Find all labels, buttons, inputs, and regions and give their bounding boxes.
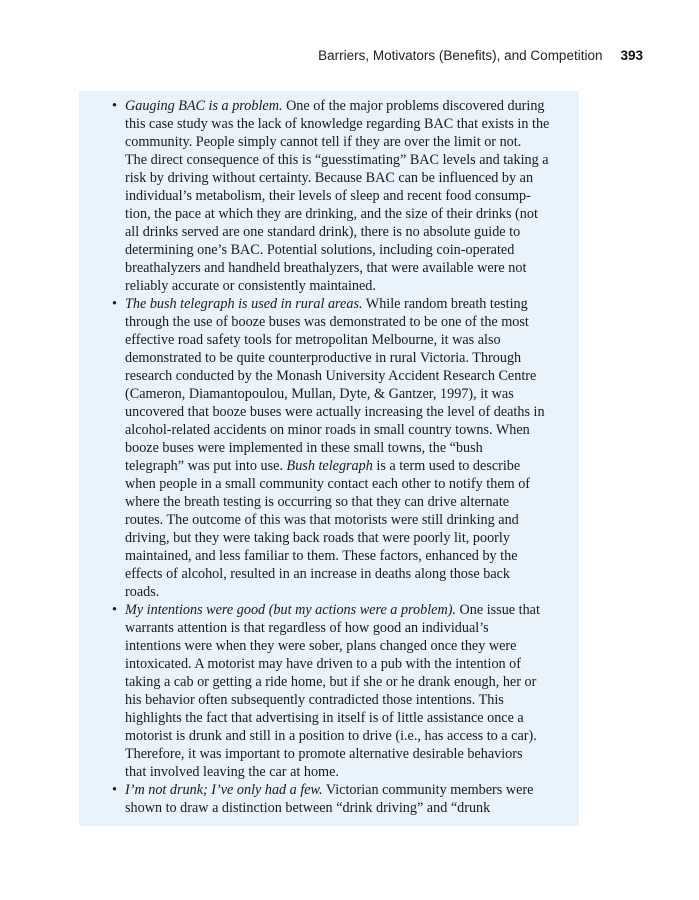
bullet-line: community. People simply cannot tell if they are over the limit or not. — [125, 134, 522, 150]
bullet-line: research conducted by the Monash University Accident Research Centre — [125, 368, 537, 384]
bullet-line: Therefore, it was important to promote alternative desirable behaviors — [125, 746, 523, 762]
bullet-line: warrants attention is that regardless of how good an individual’s — [125, 620, 489, 636]
bullet-line: risk by driving without certainty. Because BAC can be influenced by an — [125, 170, 534, 186]
bullet-line: where the breath testing is occurring so that they can drive alternate — [125, 494, 510, 510]
bullet-line: driving, but they were taking back roads that were poorly lit, poorly — [125, 530, 510, 546]
bullet-line: through the use of booze buses was demonstrated to be one of the most — [125, 314, 529, 330]
bullet-item-intentions — [112, 601, 572, 781]
bullet-line: taking a cab or getting a ride home, but if she or he drank enough, her or — [125, 674, 537, 690]
bullet-line: effective road safety tools for metropolitan Melbourne, it was also — [125, 332, 501, 348]
bullet-line: (Cameron, Diamantopoulou, Mullan, Dyte, & Gantzer, 1997), it was — [125, 386, 514, 402]
bullet-mark: • — [112, 296, 117, 312]
page-number: 393 — [620, 48, 643, 63]
bullet-text: One issue that — [455, 602, 540, 618]
bullet-line: his behavior often subsequently contradicted those intentions. This — [125, 692, 504, 708]
bullet-text: is a term used to describe — [372, 458, 521, 474]
bullet-lead: I’m not drunk; I’ve only had a few. — [125, 782, 323, 798]
bullet-line: demonstrated to be quite counterproductive in rural Victoria. Through — [125, 350, 522, 366]
bullet-line: The direct consequence of this is “guesstimating” BAC levels and taking a — [125, 152, 549, 168]
bullet-lead: Gauging BAC is a problem. — [125, 98, 283, 114]
bullet-line: routes. The outcome of this was that motorists were still drinking and — [125, 512, 519, 528]
bullet-line — [125, 781, 572, 799]
bullet-text: telegraph” was put into use. — [125, 458, 287, 474]
bullet-line: determining one’s BAC. Potential solutions, including coin-operated — [125, 242, 515, 258]
bullet-line — [125, 295, 572, 313]
bullet-list — [112, 97, 572, 817]
bullet-line: shown to draw a distinction between “drink driving” and “drunk — [125, 800, 491, 816]
bullet-text: One of the major problems discovered during — [282, 98, 545, 114]
bullet-item-gauging-bac — [112, 97, 572, 295]
bullet-line — [125, 97, 572, 115]
sidebar-box — [79, 91, 579, 826]
bullet-line: highlights the fact that advertising in itself is of little assistance once a — [125, 710, 524, 726]
bullet-line: intentions were when they were sober, plans changed once they were — [125, 638, 517, 654]
bullet-text: Victorian community members were — [322, 782, 534, 798]
bullet-line: breathalyzers and handheld breathalyzers, that were available were not — [125, 260, 527, 276]
bullet-line: that involved leaving the car at home. — [125, 764, 339, 780]
bullet-line: individual’s metabolism, their levels of sleep and recent food consump- — [125, 188, 531, 204]
bullet-mark: • — [112, 602, 117, 618]
bullet-line — [125, 457, 572, 475]
bullet-line: reliably accurate or consistently maintained. — [125, 278, 376, 294]
bullet-line: uncovered that booze buses were actually increasing the level of deaths in — [125, 404, 545, 420]
bullet-line: this case study was the lack of knowledge regarding BAC that exists in the — [125, 116, 550, 132]
bullet-lead: The bush telegraph is used in rural areas. — [125, 296, 363, 312]
bullet-text: While random breath testing — [362, 296, 528, 312]
bullet-line — [125, 601, 572, 619]
bullet-line: maintained, and less familiar to them. These factors, enhanced by the — [125, 548, 518, 564]
bullet-line: effects of alcohol, resulted in an increase in deaths along those back — [125, 566, 511, 582]
bullet-line: alcohol-related accidents on minor roads in small country towns. When — [125, 422, 530, 438]
bullet-mark: • — [112, 98, 117, 114]
bullet-mark: • — [112, 782, 117, 798]
bullet-line: booze buses were implemented in these small towns, the “bush — [125, 440, 483, 456]
bullet-line: roads. — [125, 584, 160, 600]
bullet-line: all drinks served are one standard drink), there is no absolute guide to — [125, 224, 521, 240]
section-title: Barriers, Motivators (Benefits), and Competition — [318, 48, 603, 63]
bullet-line: tion, the pace at which they are drinking, and the size of their drinks (not — [125, 206, 538, 222]
bullet-lead: My intentions were good (but my actions were a problem). — [125, 602, 456, 618]
bullet-line: intoxicated. A motorist may have driven to a pub with the intention of — [125, 656, 521, 672]
bullet-line: when people in a small community contact each other to notify them of — [125, 476, 531, 492]
inline-term: Bush telegraph — [286, 458, 373, 474]
bullet-item-bush-telegraph — [112, 295, 572, 601]
bullet-item-not-drunk — [112, 781, 572, 817]
running-head — [0, 48, 643, 63]
bullet-line: motorist is drunk and still in a position to drive (i.e., has access to a car). — [125, 728, 537, 744]
